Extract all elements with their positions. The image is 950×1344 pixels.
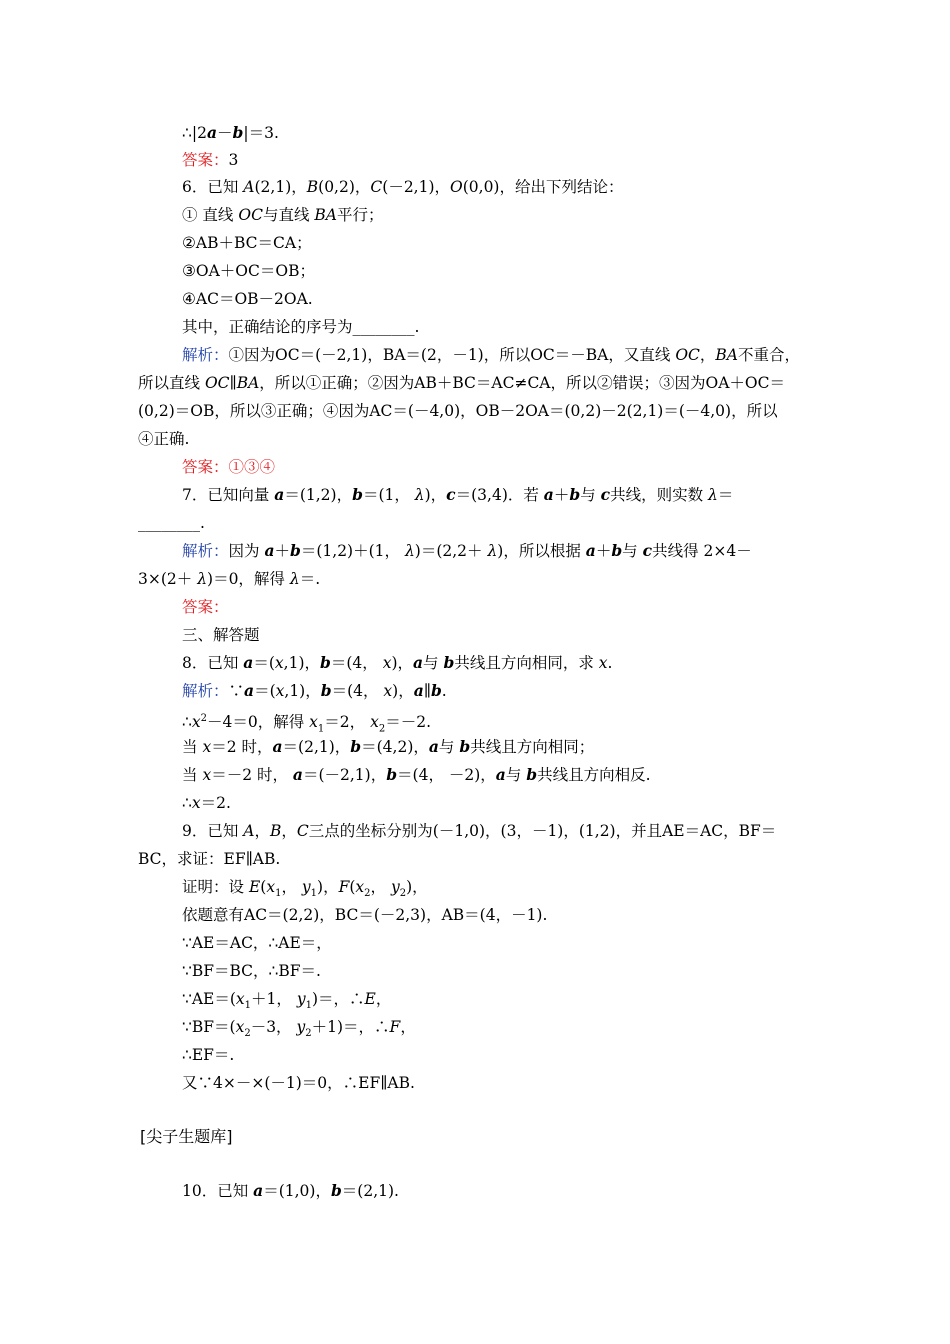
answer-label: 答案： <box>182 598 229 616</box>
text-line: 当 x＝－2 时， a＝(－2,1)，b＝(4， －2)，a与 b共线且方向相反. <box>182 765 651 784</box>
text-line: ∴|2a－b|＝3. <box>182 123 279 142</box>
text-line: (0,2)＝OB，所以③正确；④因为AC＝(－4,0)，OB－2OA＝(0,2)－2(2,1)＝(－4,0)，所以 <box>138 402 778 420</box>
answer-value: ①③④ <box>228 458 276 476</box>
option-line: ②AB＋BC＝CA； <box>182 234 312 252</box>
text-line: 其中，正确结论的序号为________. <box>182 318 420 336</box>
analysis-line: 解析：①因为OC＝(－2,1)，BA＝(2，－1)，所以OC＝－BA，又直线 OC，BA不重合， <box>182 346 801 364</box>
text-line: 证明：设 $E(x_1$， $y_1$)，$F(x_2$， $y_2$)， <box>182 878 428 900</box>
answer-label: 答案： <box>182 151 229 169</box>
question-8: 8．已知 a＝(x,1)，b＝(4， x)，a与 b共线且方向相同，求 x. <box>182 653 613 672</box>
text-line: ④正确. <box>138 430 190 448</box>
text-line: 当 x＝2 时，a＝(2,1)，b＝(4,2)，a与 b共线且方向相同； <box>182 737 595 756</box>
section-heading: 三、解答题 <box>182 626 260 644</box>
question-9: 9．已知 A，B，C三点的坐标分别为(－1,0)，(3，－1)，(1,2)，并且AE＝AC，BF＝ <box>182 822 777 840</box>
text-line: 所以直线 OC∥BA，所以①正确；②因为AB＋BC＝AC≠CA，所以②错误；③因为OA＋OC＝ <box>138 374 785 392</box>
text-line: ∵AE＝AC，∴AE＝， <box>182 934 332 952</box>
answer-line <box>182 456 275 478</box>
text-line: ________. <box>138 514 205 532</box>
text-line: $\therefore x^2-4=0$，解得 $x_1=2$， $x_2=-2$. <box>182 713 431 735</box>
text-line: ∴EF＝. <box>182 1046 235 1064</box>
text-line: $\because AE=(x_1+1$， $y_1)=$，∴E， <box>182 990 392 1012</box>
text-line: BC，求证：EF∥AB. <box>138 850 281 868</box>
text-line: ∵BF＝BC，∴BF＝. <box>182 962 321 980</box>
analysis-label: 解析： <box>182 682 229 700</box>
answer-line <box>182 596 229 618</box>
analysis-line: 解析：∵a＝(x,1)，b＝(4， x)，a∥b. <box>182 681 447 700</box>
text-line: 3×(2＋ λ)＝0，解得 λ＝. <box>138 570 321 588</box>
answer-line <box>182 149 238 171</box>
text-line: 依题意有AC＝(2,2)，BC＝(－2,3)，AB＝(4，－1). <box>182 906 548 924</box>
question-6: 6．已知 A(2,1)，B(0,2)，C(－2,1)，O(0,0)，给出下列结论： <box>182 178 624 196</box>
option-line: ③OA＋OC＝OB； <box>182 262 315 280</box>
answer-label: 答案： <box>182 458 229 476</box>
analysis-label: 解析： <box>182 542 229 560</box>
analysis-line: 解析：因为 a＋b＝(1,2)＋(1， λ)＝(2,2＋ λ)，所以根据 a＋b与 c共线得 2×4－ <box>182 541 752 560</box>
question-7: 7．已知向量 a＝(1,2)，b＝(1， λ)，c＝(3,4)．若 a＋b与 c共线，则实数 λ＝ <box>182 485 734 504</box>
question-10: 10．已知 a＝(1,0)，b＝(2,1). <box>182 1181 399 1200</box>
option-line: ④AC＝OB－2OA. <box>182 290 313 308</box>
text-line: $\because BF=(x_2-3$， $y_2+1)=$，∴F， <box>182 1018 416 1040</box>
analysis-label: 解析： <box>182 346 229 364</box>
answer-value: 3 <box>228 151 239 169</box>
text-line: ∴x＝2. <box>182 794 231 812</box>
option-line: ① 直线 OC与直线 BA平行； <box>182 206 384 224</box>
section-heading-top-students: [尖子生题库] <box>140 1127 233 1146</box>
text-line: 又∵4×－×(－1)＝0，∴EF∥AB. <box>182 1074 415 1092</box>
